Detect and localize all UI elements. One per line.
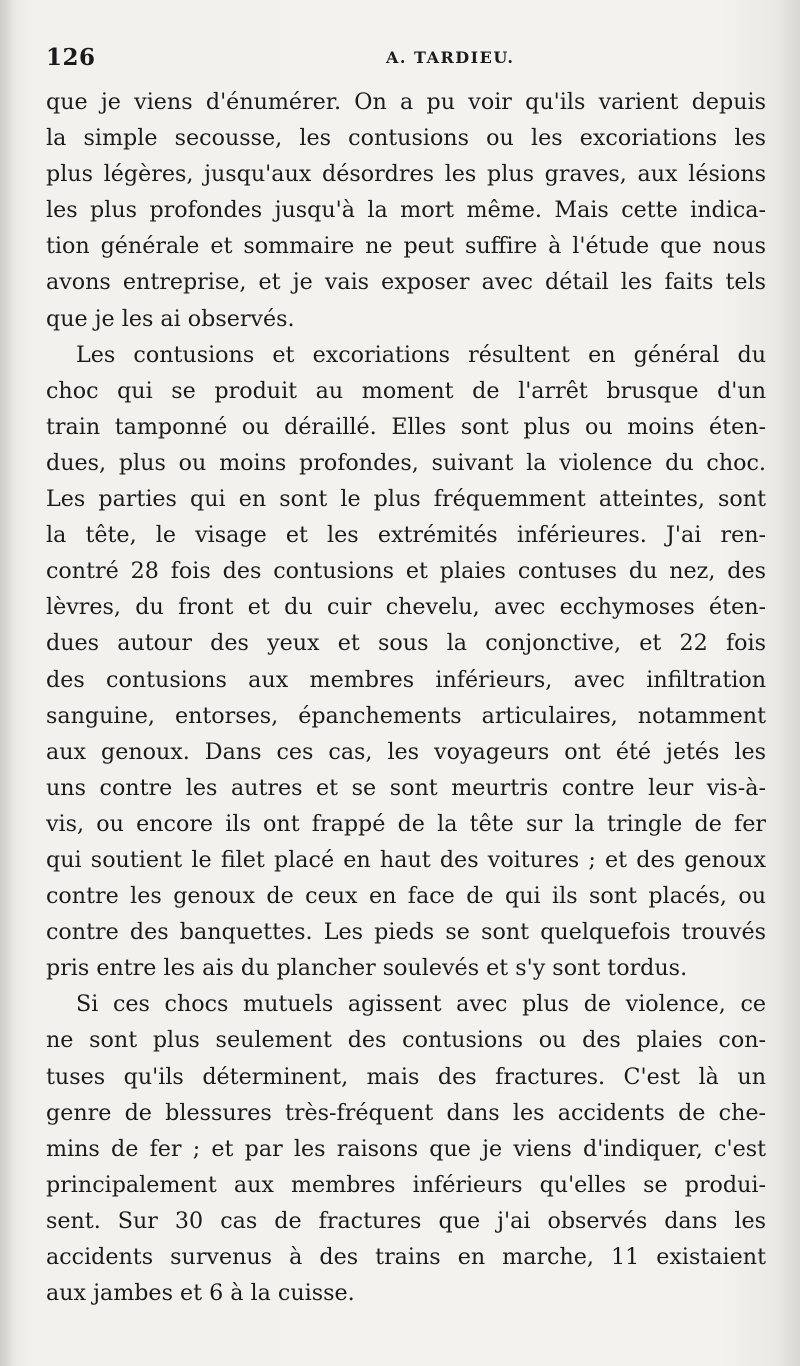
text-line: sanguine, entorses, épanchements articulaires, notamment	[46, 702, 766, 729]
text-line: vis, ou encore ils ont frappé de la tête sur la tringle de fer	[46, 810, 766, 837]
page-number: 126	[46, 44, 96, 71]
body-text	[46, 84, 766, 1311]
text-line: genre de blessures très-fréquent dans les accidents de che-	[46, 1099, 766, 1126]
text-line: dues, plus ou moins profondes, suivant la violence du choc.	[46, 449, 766, 476]
text-line: lèvres, du front et du cuir chevelu, avec ecchymoses éten-	[46, 594, 766, 621]
text-line: train tamponné ou déraillé. Elles sont plus ou moins éten-	[46, 413, 766, 440]
text-line: des contusions aux membres inférieurs, avec infiltration	[46, 666, 766, 693]
text-line: tion générale et sommaire ne peut suffire à l'étude que nous	[46, 233, 766, 260]
text-line: mins de fer ; et par les raisons que je viens d'indiquer, c'est	[46, 1135, 766, 1162]
text-line: Les parties qui en sont le plus fréquemment atteintes, sont	[46, 486, 766, 513]
text-line: contré 28 fois des contusions et plaies contuses du nez, des	[46, 558, 766, 585]
text-line: aux jambes et 6 à la cuisse.	[46, 1280, 355, 1307]
running-head: A. TARDIEU.	[386, 48, 515, 67]
page-gutter-shadow	[0, 0, 14, 1366]
text-line: choc qui se produit au moment de l'arrêt brusque d'un	[46, 377, 766, 404]
text-line: avons entreprise, et je vais exposer avec détail les faits tels	[46, 269, 766, 296]
text-line: accidents survenus à des trains en marche, 11 existaient	[46, 1244, 766, 1270]
paragraph-first-line: Si ces chocs mutuels agissent avec plus de violence, ce	[76, 991, 766, 1018]
page-header	[46, 44, 766, 78]
text-line: la simple secousse, les contusions ou les excoriations les	[46, 125, 766, 152]
text-line: que je viens d'énumérer. On a pu voir qu'ils varient depuis	[46, 89, 766, 115]
text-line: principalement aux membres inférieurs qu'elles se produi-	[46, 1171, 766, 1198]
paragraph-first-line: Les contusions et excoriations résultent en général du	[76, 341, 766, 368]
text-line: uns contre les autres et se sont meurtris contre leur vis-à-	[46, 774, 766, 801]
text-line: dues autour des yeux et sous la conjonctive, et 22 fois	[46, 630, 766, 657]
text-line: les plus profondes jusqu'à la mort même. Mais cette indica-	[46, 197, 766, 224]
text-line: sent. Sur 30 cas de fractures que j'ai observés dans les	[46, 1207, 766, 1234]
text-line: pris entre les ais du plancher soulevés et s'y sont tordus.	[46, 955, 688, 982]
text-line: tuses qu'ils déterminent, mais des fractures. C'est là un	[46, 1063, 766, 1090]
text-line: que je les ai observés.	[46, 305, 295, 332]
text-line: contre les genoux de ceux en face de qui ils sont placés, ou	[46, 883, 766, 910]
text-line: ne sont plus seulement des contusions ou des plaies con-	[46, 1027, 766, 1054]
text-line: aux genoux. Dans ces cas, les voyageurs ont été jetés les	[46, 738, 766, 765]
text-line: qui soutient le filet placé en haut des voitures ; et des genoux	[46, 846, 766, 873]
text-line: plus légères, jusqu'aux désordres les plus graves, aux lésions	[46, 161, 766, 188]
text-line: contre des banquettes. Les pieds se sont quelquefois trouvés	[46, 919, 766, 946]
text-line: la tête, le visage et les extrémités inférieures. J'ai ren-	[46, 522, 766, 549]
